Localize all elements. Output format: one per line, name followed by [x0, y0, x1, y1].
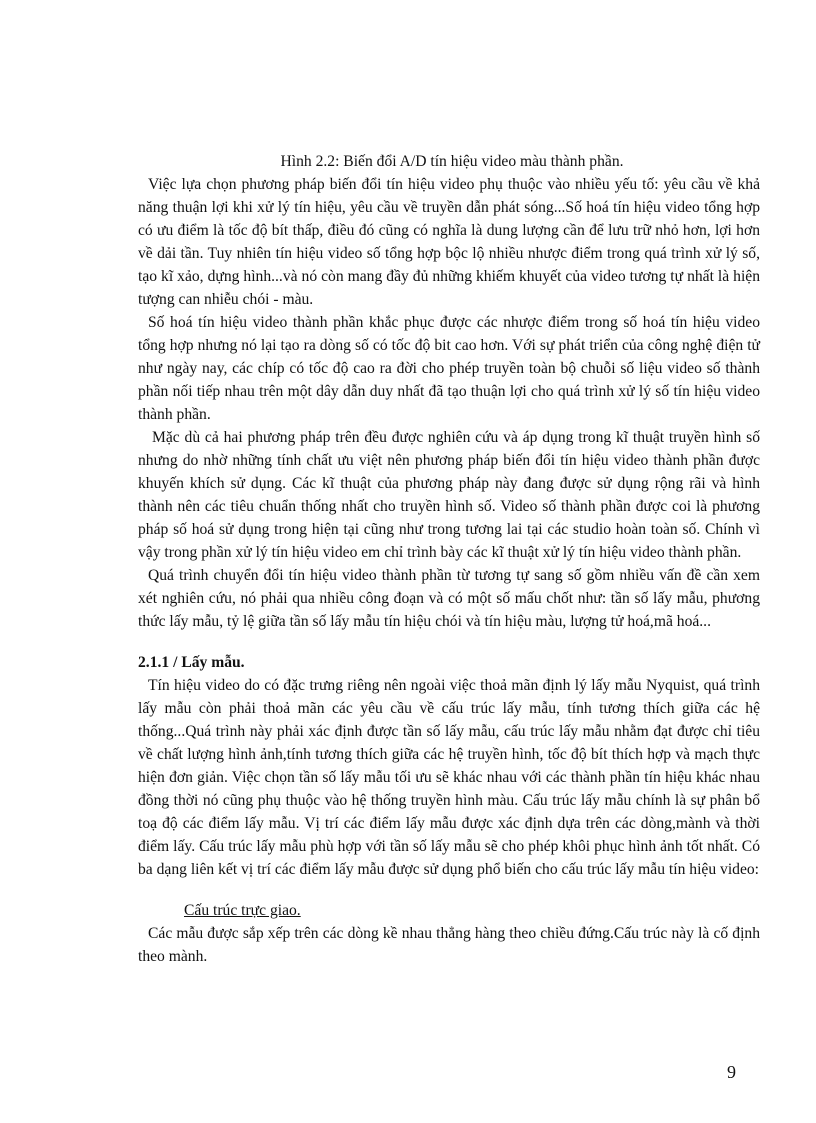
paragraph-selection-method: Việc lựa chọn phương pháp biến đổi tín hiệu video phụ thuộc vào nhiều yếu tố: yêu cầu về khả năng thuận lợi khi xử lý tín hiệu, yêu cầu về truyền dẫn phát sóng...Số hoá tín hiệu video tổng hợp có ưu điểm là tốc độ bít thấp, điều đó cũng có nghĩa là dung lượng cần để lưu trữ nhỏ hơn, lợi hơn về dải tần. Tuy nhiên tín hiệu video số tổng hợp bộc lộ nhiều nhược điểm trong quá trình xử lý số, tạo kĩ xảo, dựng hình...và nó còn mang đầy đủ những khiếm khuyết của video tương tự nhất là hiện tượng can nhiễu chói - màu. — [138, 176, 760, 308]
section-heading-sampling: 2.1.1 / Lấy mẫu. — [138, 654, 245, 671]
paragraph-orthogonal-structure: Các mẫu được sắp xếp trên các dòng kề nhau thẳng hàng theo chiều đứng.Cấu trúc này là cố định theo mành. — [138, 925, 760, 965]
figure-caption: Hình 2.2: Biến đổi A/D tín hiệu video màu thành phần. — [280, 153, 624, 170]
paragraph-component-method-preferred: Mặc dù cả hai phương pháp trên đều được nghiên cứu và áp dụng trong kĩ thuật truyền hình số nhưng do nhờ những tính chất ưu việt nên phương pháp biến đổi tín hiệu video thành phần được khuyến khích sử dụng. Các kĩ thuật của phương pháp này đang được sử dụng rộng rãi và hình thành nên các tiêu chuẩn thống nhất cho truyền hình số. Video số thành phần được coi là phương pháp số hoá sử dụng trong hiện tại cũng như trong tương lai tại các studio hoàn toàn số. Chính vì vậy trong phần xử lý tín hiệu video em chỉ trình bày các kĩ thuật xử lý tín hiệu video thành phần. — [138, 429, 760, 561]
document-page — [138, 150, 760, 968]
subsection-title-orthogonal: Cấu trúc trực giao. — [184, 902, 301, 919]
paragraph-sampling: Tín hiệu video do có đặc trưng riêng nên ngoài việc thoả mãn định lý lấy mẫu Nyquist, quá trình lấy mẫu còn phải thoả mãn các yêu cầu về cấu trúc lấy mẫu, tính tương thích giữa các hệ thống...Quá trình này phải xác định được tần số lấy mẫu, cấu trúc lấy mẫu nhằm đạt được chỉ tiêu về chất lượng hình ảnh,tính tương thích giữa các hệ truyền hình, tốc độ bít thích hợp và mạch thực hiện đơn giản. Việc chọn tần số lấy mẫu tối ưu sẽ khác nhau với các thành phần tín hiệu khác nhau đồng thời nó cũng phụ thuộc vào hệ thống truyền hình màu. Cấu trúc lấy mẫu chính là sự phân bổ toạ độ các điểm lấy mẫu. Vị trí các điểm lấy mẫu được xác định dựa trên các dòng,mành và thời điểm lấy. Cấu trúc lấy mẫu phù hợp với tần số lấy mẫu sẽ cho phép khôi phục hình ảnh tốt nhất. Có ba dạng liên kết vị trí các điểm lấy mẫu được sử dụng phổ biến cho cấu trúc lấy mẫu tín hiệu video: — [138, 677, 760, 878]
paragraph-component-digitization: Số hoá tín hiệu video thành phần khắc phục được các nhược điểm trong số hoá tín hiệu video tổng hợp nhưng nó lại tạo ra dòng số có tốc độ bit cao hơn. Với sự phát triển của công nghệ điện tử như ngày nay, các chíp có tốc độ cao ra đời cho phép truyền toàn bộ chuỗi số liệu video số thành phần nối tiếp nhau trên một dây dẫn duy nhất đã tạo thuận lợi cho quá trình xử lý số tín hiệu video thành phần. — [138, 314, 760, 423]
paragraph-conversion-process: Quá trình chuyển đổi tín hiệu video thành phần từ tương tự sang số gồm nhiều vấn đề cần xem xét nghiên cứu, nó phải qua nhiều công đoạn và có một số mấu chốt như: tần số lấy mẫu, phương thức lấy mẫu, tỷ lệ giữa tần số lấy mẫu tín hiệu chói và tín hiệu màu, lượng tử hoá,mã hoá... — [138, 567, 760, 630]
page-number: 9 — [727, 1062, 736, 1082]
